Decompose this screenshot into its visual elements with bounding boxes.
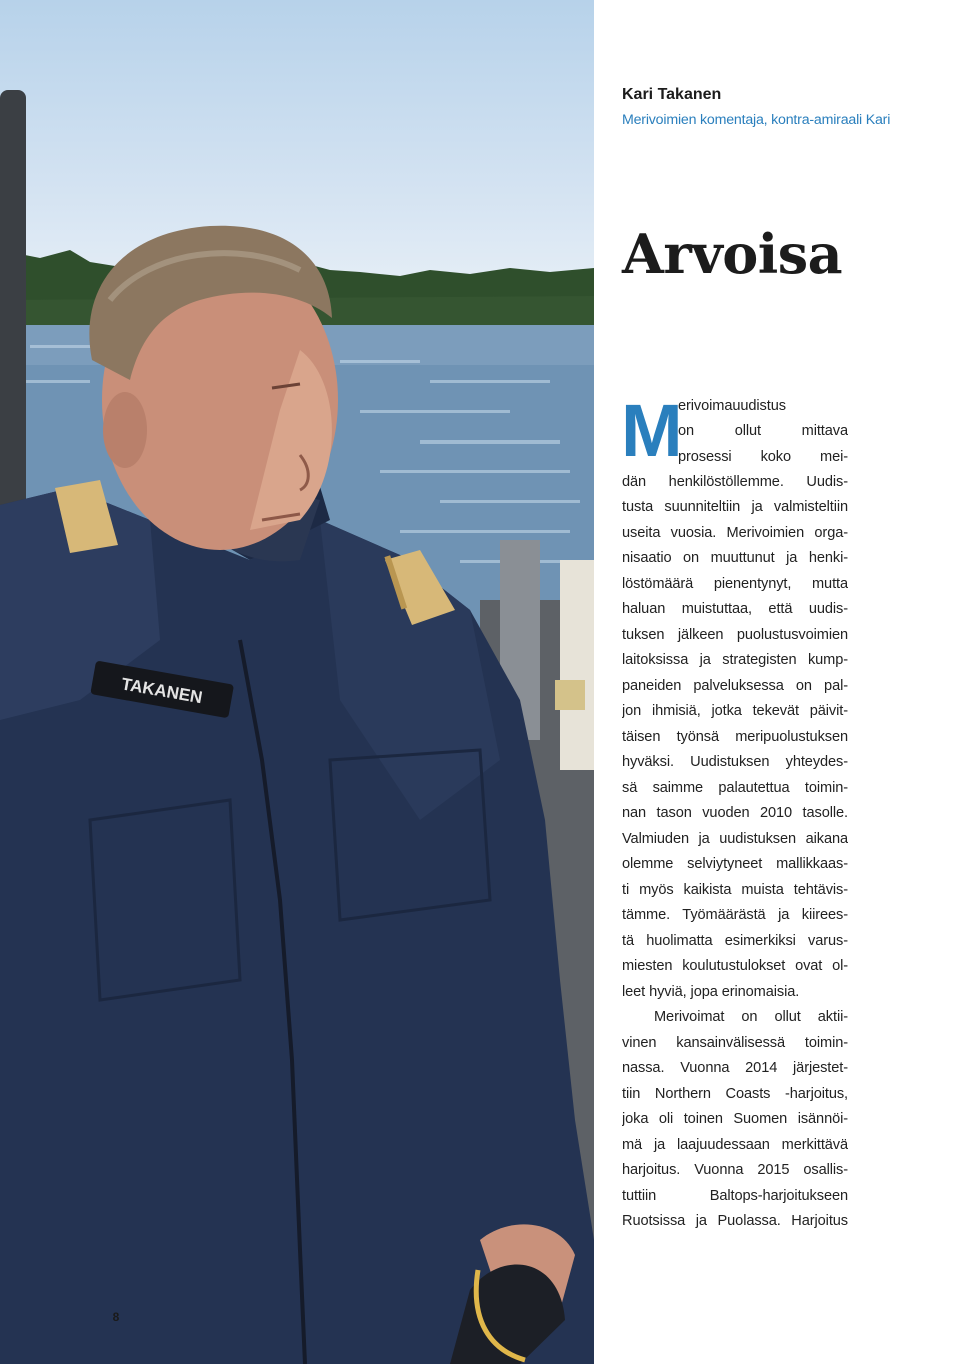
body-line: tusta suunniteltiin ja valmisteltiin [622, 499, 848, 515]
page-number: 8 [112, 1310, 120, 1324]
article-headline: Arvoisa [622, 222, 843, 286]
body-line: olemme selviytyneet mallikkaas- [622, 856, 848, 872]
body-line: Ruotsissa ja Puolassa. Harjoitus [622, 1213, 848, 1229]
name-tag-text: TAKANEN [119, 674, 204, 708]
body-line: Merivoimat on ollut aktii- [654, 1009, 848, 1025]
body-line: haluan muistuttaa, että uudis- [622, 601, 848, 617]
body-line: erivoimauudistus [678, 398, 786, 414]
body-line: nisaatio on muuttunut ja henki- [622, 550, 848, 566]
author-name: Kari Takanen [622, 86, 722, 103]
body-line: tuttiin Baltops-harjoitukseen [622, 1188, 848, 1204]
body-line: miesten koulutustulokset ovat ol- [622, 958, 848, 974]
body-line: löstömäärä pienentynyt, mutta [622, 576, 848, 592]
body-line: useita vuosia. Merivoimien orga- [622, 525, 848, 541]
body-line: hyväksi. Uudistuksen yhteydes- [622, 754, 848, 770]
body-line: on ollut mittava [678, 423, 848, 439]
body-line: nan tason vuoden 2010 tasolle. [622, 805, 848, 821]
body-line: nassa. Vuonna 2014 järjestet- [622, 1060, 848, 1076]
body-line: vinen kansainvälisessä toimin- [622, 1035, 848, 1051]
body-line: tuksen jälkeen puolustusvoimien [622, 627, 848, 643]
author-role: Merivoimien komentaja, kontra-amiraali Kari [622, 112, 891, 128]
body-line: joka oli toinen Suomen isännöi- [622, 1111, 848, 1127]
body-line: Valmiuden ja uudistuksen aikana [622, 831, 848, 847]
body-line: tiin Northern Coasts -harjoitus, [622, 1086, 848, 1102]
article-body [621, 389, 848, 1353]
body-line: sä saimme palautettua toimin- [622, 780, 848, 796]
drop-cap: M [621, 389, 681, 472]
body-line: täisen työnsä meripuolustuksen [622, 729, 848, 745]
body-line: harjoitus. Vuonna 2015 osallis- [622, 1162, 848, 1178]
body-line: leet hyviä, jopa erinomaisia. [622, 984, 800, 1000]
body-line: tä huolimatta esimerkiksi varus- [622, 933, 848, 949]
body-line: jon ihmisiä, jotka tekevät päivit- [622, 703, 848, 719]
body-line: laitoksissa ja strategisten kump- [622, 652, 848, 668]
body-line: ti myös kaikista muista tehtävis- [622, 882, 848, 898]
body-line: tämme. Työmäärästä ja kiirees- [622, 907, 848, 923]
body-line: prosessi koko mei- [678, 449, 848, 465]
body-line: dän henkilöstöllemme. Uudis- [622, 474, 848, 490]
body-line: mä ja laajuudessaan merkittävä [622, 1137, 848, 1153]
body-line: paneiden palveluksessa on pal- [622, 678, 848, 694]
